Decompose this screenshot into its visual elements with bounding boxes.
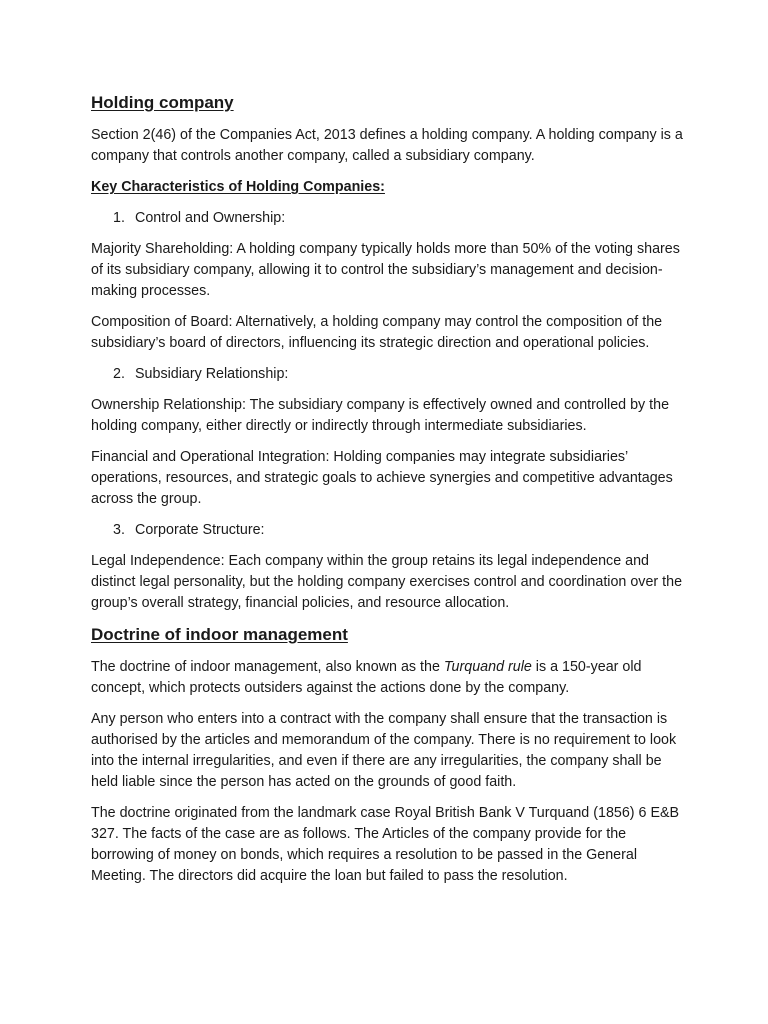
list-number: 2.	[113, 366, 125, 382]
text-run: The doctrine of indoor management, also known as the	[91, 659, 444, 675]
paragraph-landmark-case: The doctrine originated from the landmark case Royal British Bank V Turquand (1856) 6 E&B 327. The facts of the case are as follows. The Articles of the company provide for the borrowing of money on bonds, which requires a resolution to be passed in the General Meeting. The directors did acquire the loan but failed to pass the resolution.	[91, 805, 680, 884]
heading-doctrine-indoor-management: Doctrine of indoor management	[91, 625, 348, 644]
paragraph-doctrine-intro	[91, 657, 691, 699]
list-number: 3.	[113, 522, 125, 538]
paragraph-majority-shareholding: Majority Shareholding: A holding company typically holds more than 50% of the voting shares of its subsidiary company, allowing it to control the subsidiary’s management and decision-making processes.	[91, 241, 680, 299]
list-item-title: Corporate Structure:	[135, 522, 265, 538]
paragraph-composition-of-board: Composition of Board: Alternatively, a holding company may control the composition of the subsidiary’s board of directors, influencing its strategic direction and operational policies.	[91, 314, 663, 351]
list-number: 1.	[113, 210, 125, 226]
paragraph-financial-operational-integration: Financial and Operational Integration: Holding companies may integrate subsidiaries’ operations, resources, and strategic goals to achieve synergies and competitive advantages across the group.	[91, 449, 673, 507]
list-item-title: Subsidiary Relationship:	[135, 366, 289, 382]
paragraph-legal-independence: Legal Independence: Each company within the group retains its legal independence and distinct legal personality, but the holding company exercises control and coordination over the group’s overall strategy, financial policies, and resource allocation.	[91, 553, 683, 611]
text-run: is a 150-year old concept, which protects outsiders against the actions done by the company.	[91, 659, 642, 696]
subheading-key-characteristics: Key Characteristics of Holding Companies:	[91, 179, 385, 195]
italic-turquand-rule: Turquand rule	[443, 659, 532, 675]
paragraph-contract-authorisation: Any person who enters into a contract with the company shall ensure that the transaction is authorised by the articles and memorandum of the company. There is no requirement to look into the internal irregularities, and even if there are any irregularities, the company shall be held liable since the person has acted on the grounds of good faith.	[91, 711, 677, 790]
list-item-title: Control and Ownership:	[135, 210, 286, 226]
list-item-corporate-structure	[91, 520, 691, 541]
paragraph-holding-intro: Section 2(46) of the Companies Act, 2013 defines a holding company. A holding company is a company that controls another company, called a subsidiary company.	[91, 127, 683, 164]
paragraph-ownership-relationship: Ownership Relationship: The subsidiary company is effectively owned and controlled by the holding company, either directly or indirectly through intermediate subsidiaries.	[91, 397, 670, 434]
list-item-subsidiary-relationship	[91, 364, 691, 385]
list-item-control-ownership	[91, 208, 691, 229]
heading-holding-company: Holding company	[91, 93, 234, 112]
document-page	[91, 92, 691, 897]
